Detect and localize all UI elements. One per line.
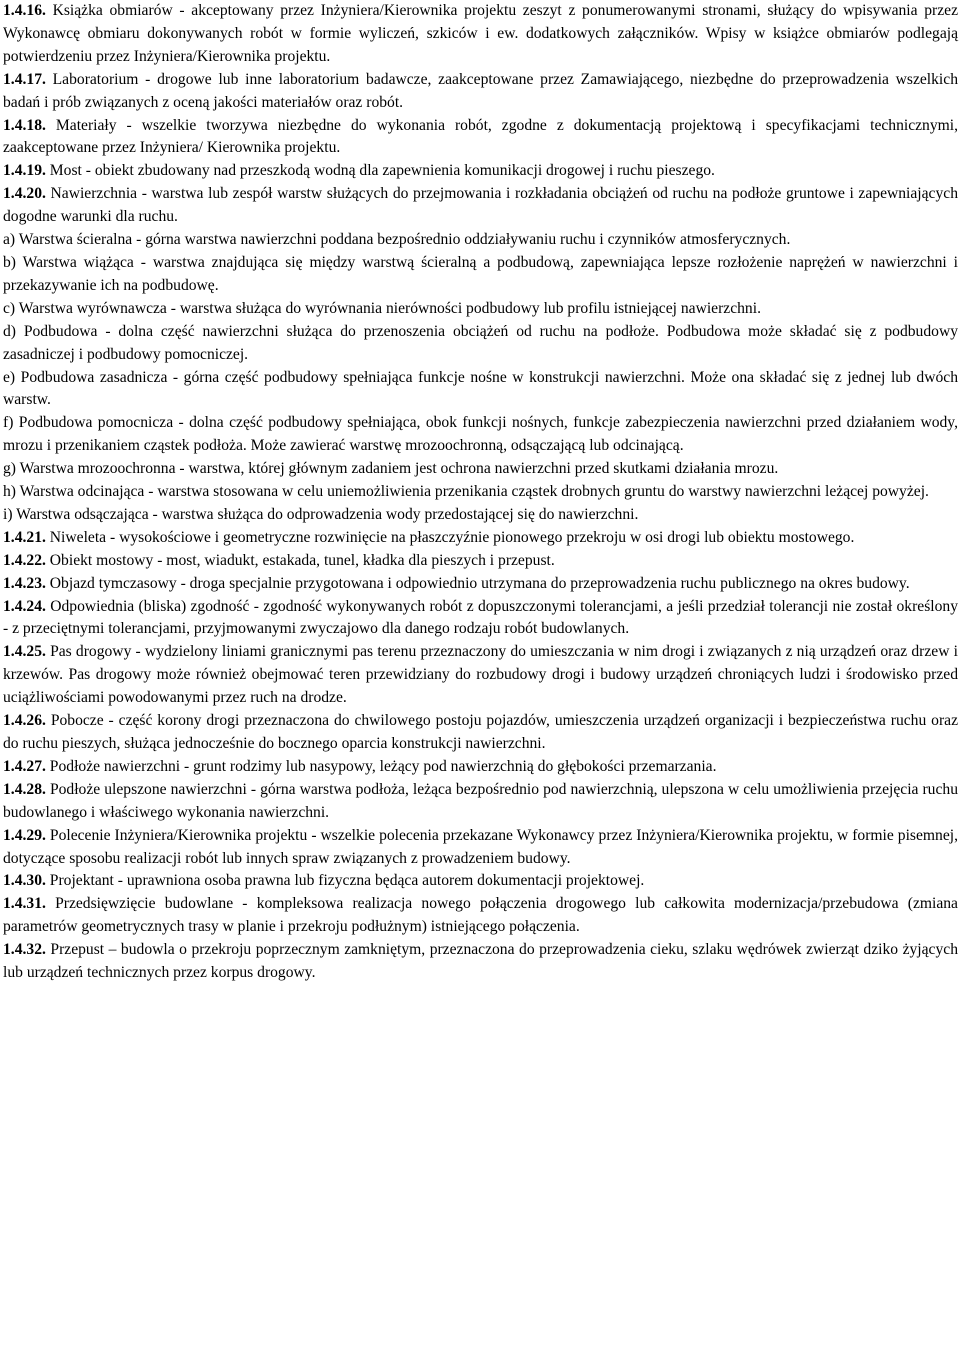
- sublayer-i: [3, 504, 958, 527]
- definition-number: 1.4.31.: [3, 895, 46, 913]
- sublayer-d: [3, 321, 958, 367]
- definition-1-4-22: [3, 550, 958, 573]
- definition-number: 1.4.19.: [3, 162, 46, 180]
- definition-text: Obiekt mostowy - most, wiadukt, estakada, tunel, kładka dla pieszych i przepust.: [49, 551, 555, 569]
- definition-text: d) Podbudowa - dolna część nawierzchni służąca do przenoszenia obciążeń od ruchu na podłoże. Podbudowa może składać się z podbudowy zasadniczej i podbudowy pomocniczej.: [3, 322, 958, 363]
- definition-1-4-18: [3, 115, 958, 161]
- definition-text: Materiały - wszelkie tworzywa niezbędne do wykonania robót, zgodne z dokumentacją projektową i specyfikacjami technicznymi, zaakceptowane przez Inżyniera/ Kierownika projektu.: [3, 116, 959, 157]
- definition-text: e) Podbudowa zasadnicza - górna część podbudowy spełniająca funkcje nośne w konstrukcji nawierzchni. Może ona składać się z jednej lub dwóch warstw.: [3, 368, 958, 409]
- definition-1-4-28: [3, 779, 958, 825]
- definition-text: i) Warstwa odsączająca - warstwa służąca do odprowadzenia wody przedostającej się do nawierzchni.: [3, 505, 639, 523]
- definition-text: Objazd tymczasowy - droga specjalnie przygotowana i odpowiednio utrzymana do przeprowadzenia ruchu publicznego na okres budowy.: [49, 574, 910, 592]
- definition-1-4-24: [3, 596, 958, 642]
- definition-text: Książka obmiarów - akceptowany przez Inżyniera/Kierownika projektu zeszyt z ponumerowanymi stronami, służący do wpisywania przez Wykonawcę obmiaru dokonywanych robót w formie wyliczeń, szkiców i ew. dodatkowych załączników. Wpisy w książce obmiarów podlegają potwierdzeniu przez Inżyniera/Kierownika projektu.: [3, 2, 958, 65]
- definition-1-4-31: [3, 893, 958, 939]
- definition-text: Most - obiekt zbudowany nad przeszkodą wodną dla zapewnienia komunikacji drogowej i ruchu pieszego.: [49, 162, 715, 180]
- definition-number: 1.4.20.: [3, 185, 46, 203]
- definition-1-4-32: [3, 939, 958, 985]
- definition-text: Pas drogowy - wydzielony liniami granicznymi pas terenu przeznaczony do umieszczania w nim drogi i związanych z nią urządzeń oraz drzew i krzewów. Pas drogowy może również obejmować teren przewidziany do rozbudowy drogi i budowy urządzeń chroniących ludzi i środowisko przed uciążliwościami powodowanymi przez ruch na drodze.: [3, 643, 958, 707]
- definition-text: a) Warstwa ścieralna - górna warstwa nawierzchni poddana bezpośrednio oddziaływaniu ruchu i czynników atmosferycznych.: [3, 231, 791, 249]
- definition-1-4-19: [3, 160, 958, 183]
- definition-1-4-23: [3, 573, 958, 596]
- sublayer-h: [3, 481, 958, 504]
- definition-text: Podłoże nawierzchni - grunt rodzimy lub nasypowy, leżący pod nawierzchnią do głębokości przemarzania.: [49, 757, 717, 775]
- sublayer-e: [3, 367, 958, 413]
- definition-text: Podłoże ulepszone nawierzchni - górna warstwa podłoża, leżąca bezpośrednio pod nawierzchnią, ulepszona w celu umożliwienia przejęcia ruchu budowlanego i właściwego wykonania nawierzchni.: [3, 780, 958, 821]
- definition-number: 1.4.30.: [3, 872, 46, 890]
- sublayer-c: [3, 298, 958, 321]
- definition-text: b) Warstwa wiążąca - warstwa znajdująca się między warstwą ścieralną a podbudową, zapewniająca lepsze rozłożenie naprężeń w nawierzchni i przekazywanie ich na podbudowę.: [3, 253, 958, 294]
- definition-text: Laboratorium - drogowe lub inne laboratorium badawcze, zaakceptowane przez Zamawiającego, niezbędne do przeprowadzenia wszelkich badań i prób związanych z oceną jakości materiałów oraz robót.: [3, 70, 958, 111]
- definition-1-4-20: [3, 183, 958, 229]
- definition-1-4-30: [3, 870, 958, 893]
- definition-number: 1.4.21.: [3, 528, 46, 546]
- definition-number: 1.4.16.: [3, 2, 46, 19]
- definition-text: c) Warstwa wyrównawcza - warstwa służąca do wyrównania nierówności podbudowy lub profilu istniejącej nawierzchni.: [3, 299, 761, 317]
- definition-number: 1.4.23.: [3, 574, 46, 592]
- definition-text: g) Warstwa mrozoochronna - warstwa, której głównym zadaniem jest ochrona nawierzchni przed skutkami działania mrozu.: [3, 460, 779, 478]
- definition-text: Nawierzchnia - warstwa lub zespół warstw służących do przejmowania i rozkładania obciążeń od ruchu na podłoże gruntowe i zapewniających dogodne warunki dla ruchu.: [3, 185, 958, 226]
- sublayer-b: [3, 252, 958, 298]
- definition-text: Pobocze - część korony drogi przeznaczona do chwilowego postoju pojazdów, umieszczenia urządzeń organizacji i bezpieczeństwa ruchu oraz do ruchu pieszych, służąca jednocześnie do bocznego oparcia konstrukcji nawierzchni.: [3, 712, 958, 752]
- definition-number: 1.4.25.: [3, 643, 46, 661]
- definition-number: 1.4.22.: [3, 551, 46, 569]
- definition-text: Przepust – budowla o przekroju poprzecznym zamkniętym, przeznaczona do przeprowadzenia cieku, szlaku wędrówek zwierząt dziko żyjących lub urządzeń technicznych przez korpus drogowy.: [3, 941, 958, 982]
- definition-text: Projektant - uprawniona osoba prawna lub fizyczna będąca autorem dokumentacji projektowej.: [49, 872, 645, 890]
- definition-text: Przedsięwzięcie budowlane - kompleksowa realizacja nowego połączenia drogowego lub całkowita modernizacja/przebudowa (zmiana parametrów geometrycznych trasy w planie i przekroju podłużnym) istniejącego połączenia.: [3, 895, 958, 936]
- definition-1-4-21: [3, 527, 958, 550]
- sublayer-g: [3, 458, 958, 481]
- definition-number: 1.4.24.: [3, 597, 46, 615]
- definition-text: f) Podbudowa pomocnicza - dolna część podbudowy spełniająca, obok funkcji nośnych, funkcje zabezpieczenia nawierzchni przed działaniem wody, mrozu i przenikaniem cząstek podłoża. Może zawierać warstwę mrozoochronną, odsączającą lub odcinającą.: [3, 414, 958, 455]
- definition-1-4-26: [3, 710, 958, 756]
- definition-number: 1.4.32.: [3, 941, 46, 959]
- definition-1-4-29: [3, 825, 958, 871]
- definition-number: 1.4.18.: [3, 116, 46, 134]
- definition-number: 1.4.28.: [3, 780, 46, 798]
- sublayer-a: [3, 229, 958, 252]
- definition-text: h) Warstwa odcinająca - warstwa stosowana w celu uniemożliwienia przenikania cząstek drobnych gruntu do warstwy nawierzchni leżącej powyżej.: [3, 483, 929, 501]
- definition-1-4-25: [3, 641, 958, 710]
- definition-1-4-17: [3, 69, 958, 115]
- definition-1-4-27: [3, 756, 958, 779]
- sublayer-f: [3, 412, 958, 458]
- definition-text: Niweleta - wysokościowe i geometryczne rozwinięcie na płaszczyźnie pionowego przekroju w osi drogi lub obiektu mostowego.: [49, 528, 855, 546]
- definition-text: Odpowiednia (bliska) zgodność - zgodność wykonywanych robót z dopuszczonymi tolerancjami, a jeśli przedział tolerancji nie został określony - z przeciętnymi tolerancjami, przyjmowanymi zwyczajowo dla danego rodzaju robót budowlanych.: [3, 597, 958, 638]
- definition-number: 1.4.29.: [3, 826, 46, 844]
- definition-number: 1.4.27.: [3, 757, 46, 775]
- definition-text: Polecenie Inżyniera/Kierownika projektu - wszelkie polecenia przekazane Wykonawcy przez Inżyniera/Kierownika projektu, w formie pisemnej, dotyczące sposobu realizacji robót lub innych spraw związanych z prowadzeniem budowy.: [3, 826, 958, 867]
- definition-number: 1.4.26.: [3, 712, 46, 730]
- definition-number: 1.4.17.: [3, 70, 46, 88]
- definition-1-4-16: [3, 0, 958, 69]
